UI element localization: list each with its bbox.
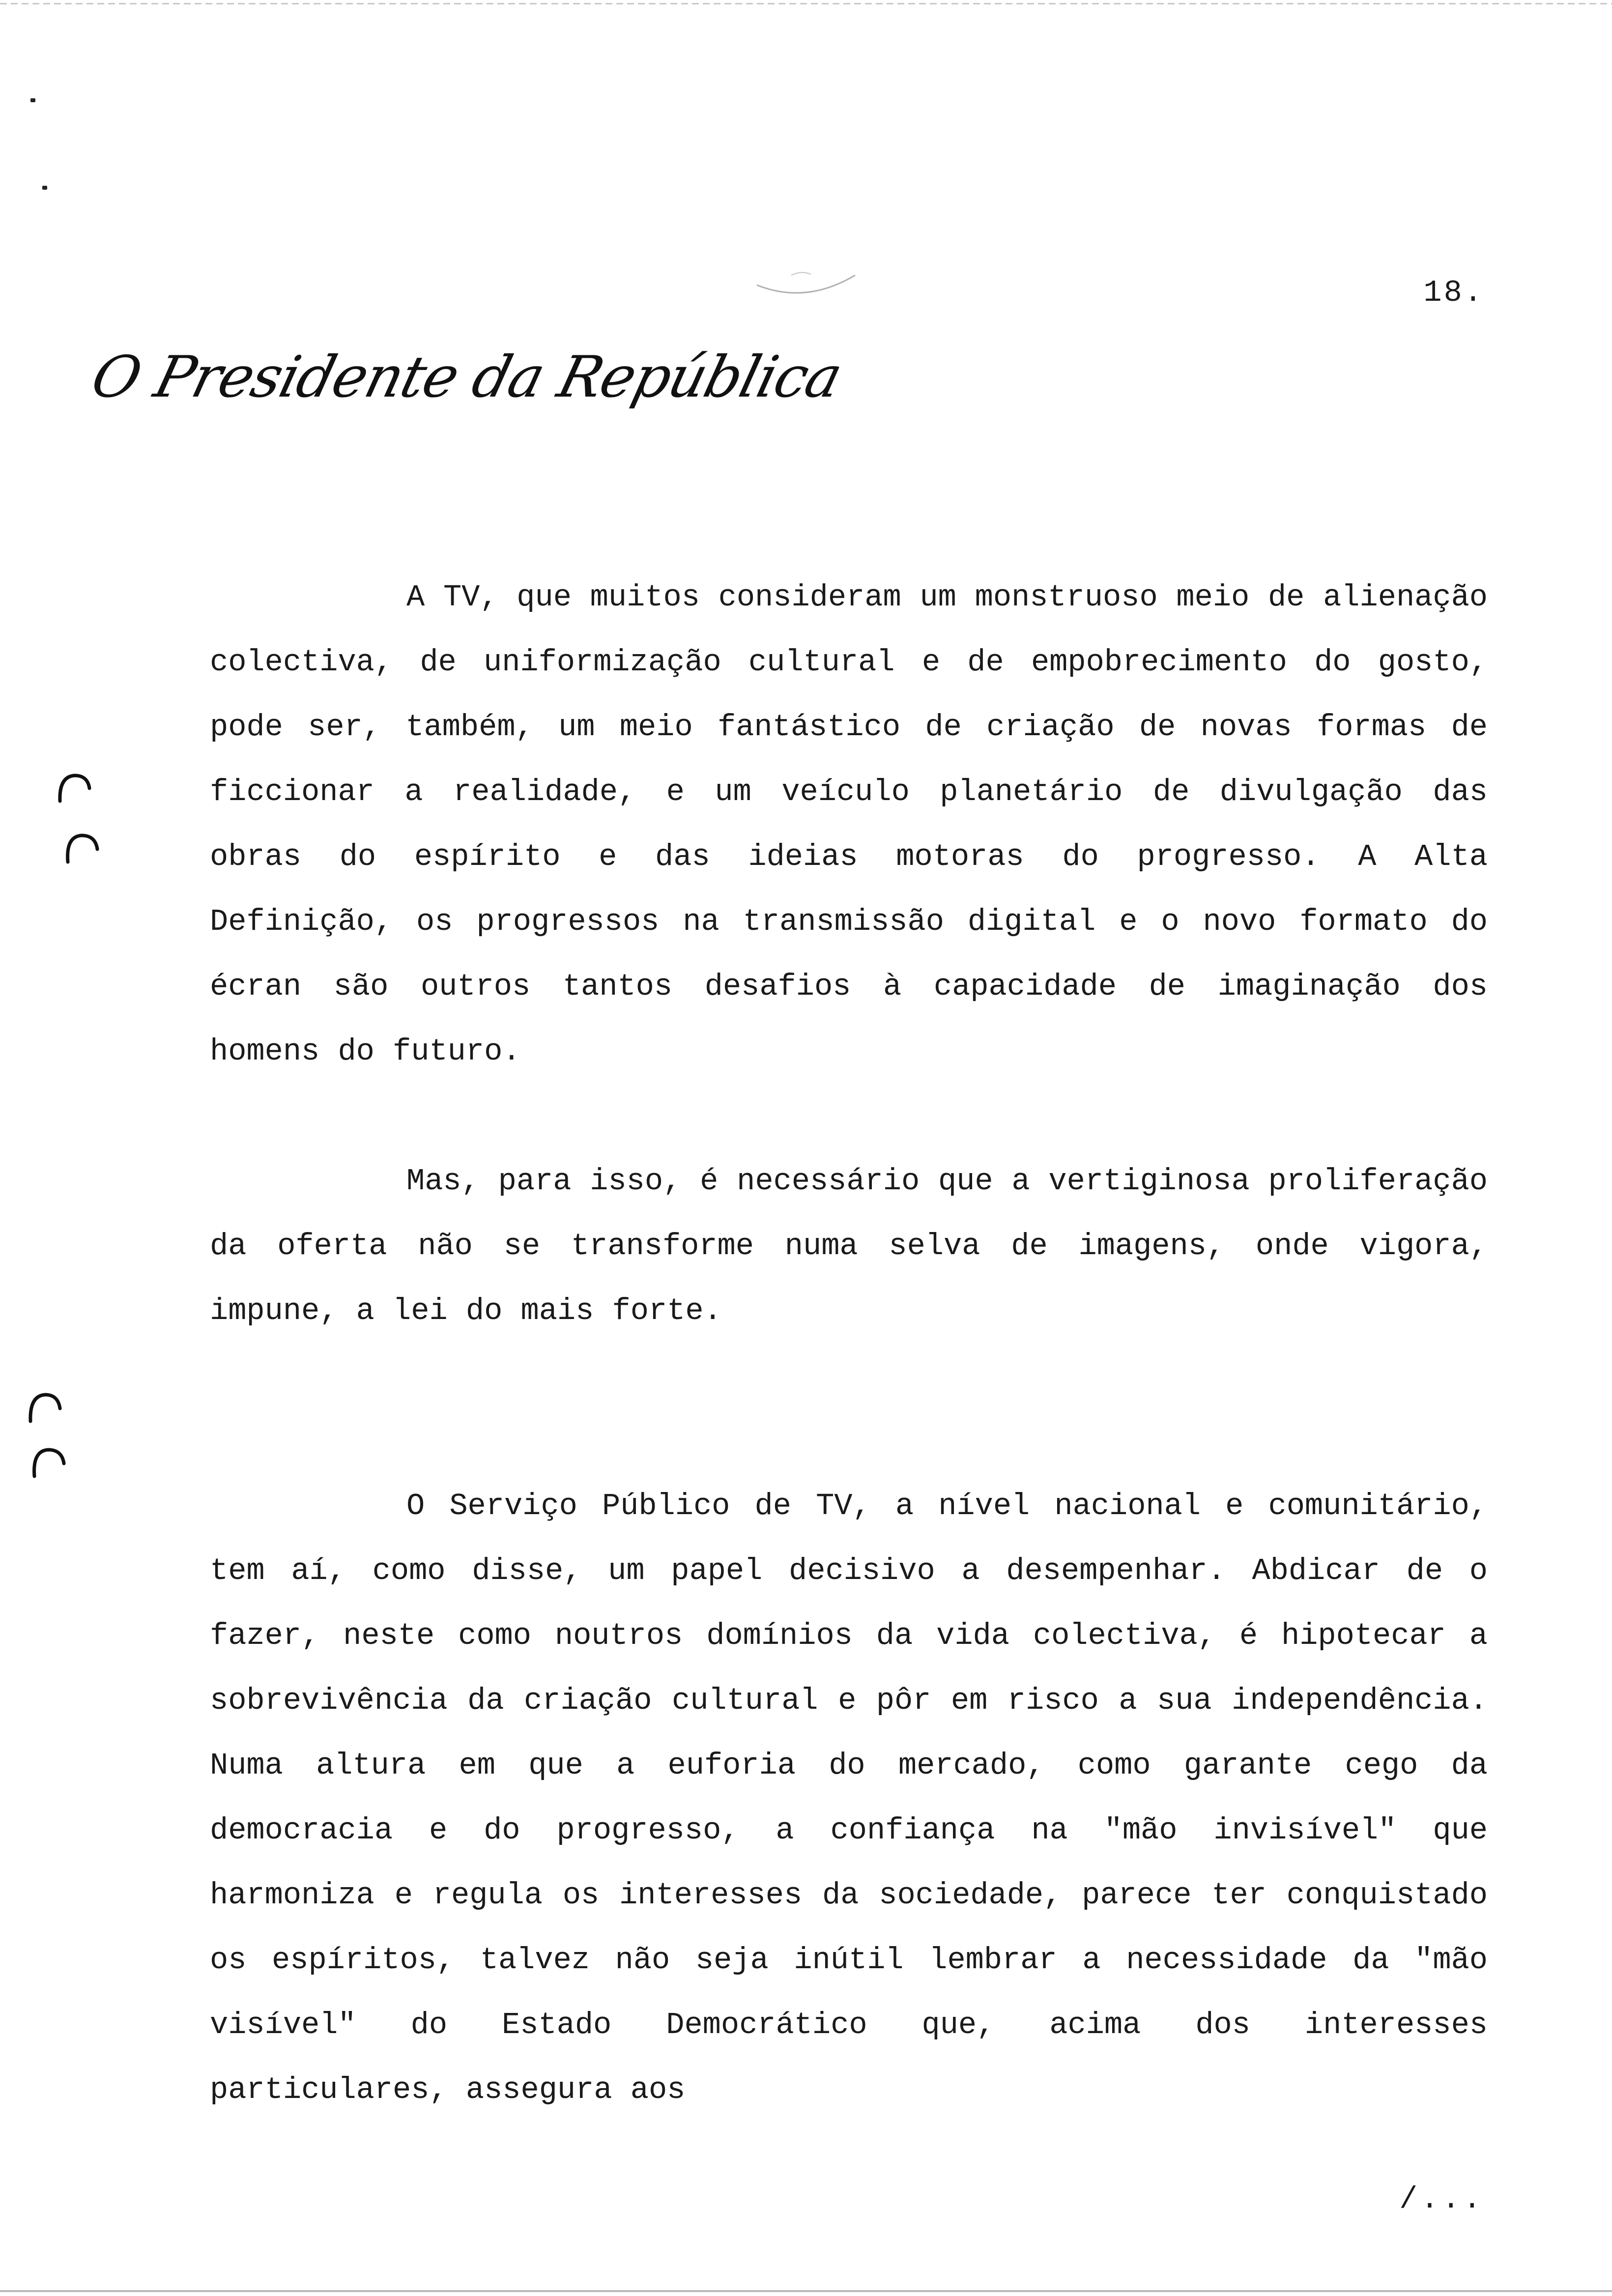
top-edge-line <box>0 3 1612 4</box>
punch-hole-icon <box>29 1445 66 1481</box>
body-text <box>210 565 1488 2123</box>
continuation-mark: /... <box>1399 2182 1484 2217</box>
letterhead-title: O Presidente da República <box>85 344 848 410</box>
punch-hole-icon <box>26 1391 62 1427</box>
page-number: 18. <box>1423 275 1484 310</box>
paragraph: O Serviço Público de TV, a nível nacional e comunitário, tem aí, como disse, um papel decisivo a desempenhar. Abdicar de o fazer, neste como noutros domínios da vida colectiva, é hipotecar a sobrevivência da criação cultural e pôr em risco a sua independência. Numa altura em que a euforia do mercado, como garante cego da democracia e do progresso, a confiança na "mão invisível" que harmoniza e regula os interesses da sociedade, parece ter conquistado os espíritos, talvez não seja inútil lembrar a necessidade da "mão visível" do Estado Democrático que, acima dos interesses particulares, assegura aos <box>210 1489 1488 2107</box>
margin-mark <box>42 186 47 190</box>
paragraph: A TV, que muitos consideram um monstruoso meio de alienação colectiva, de uniformização cultural e de empobrecimento do gosto, pode ser, também, um meio fantástico de criação de novas formas de ficcionar a realidade, e um veículo planetário de divulgação das obras do espírito e das ideias motoras do progresso. A Alta Definição, os progressos na transmissão digital e o novo formato do écran são outros tantos desafios à capacidade de imaginação dos homens do futuro. <box>210 580 1488 1069</box>
bottom-edge-line <box>0 2290 1612 2292</box>
margin-mark <box>30 98 35 102</box>
punch-hole-icon <box>63 831 99 867</box>
ink-smudge <box>747 265 865 305</box>
paragraph: Mas, para isso, é necessário que a vertiginosa proliferação da oferta não se transforme numa selva de imagens, onde vigora, impune, a lei do mais forte. <box>210 1164 1488 1328</box>
punch-hole-icon <box>55 772 91 808</box>
